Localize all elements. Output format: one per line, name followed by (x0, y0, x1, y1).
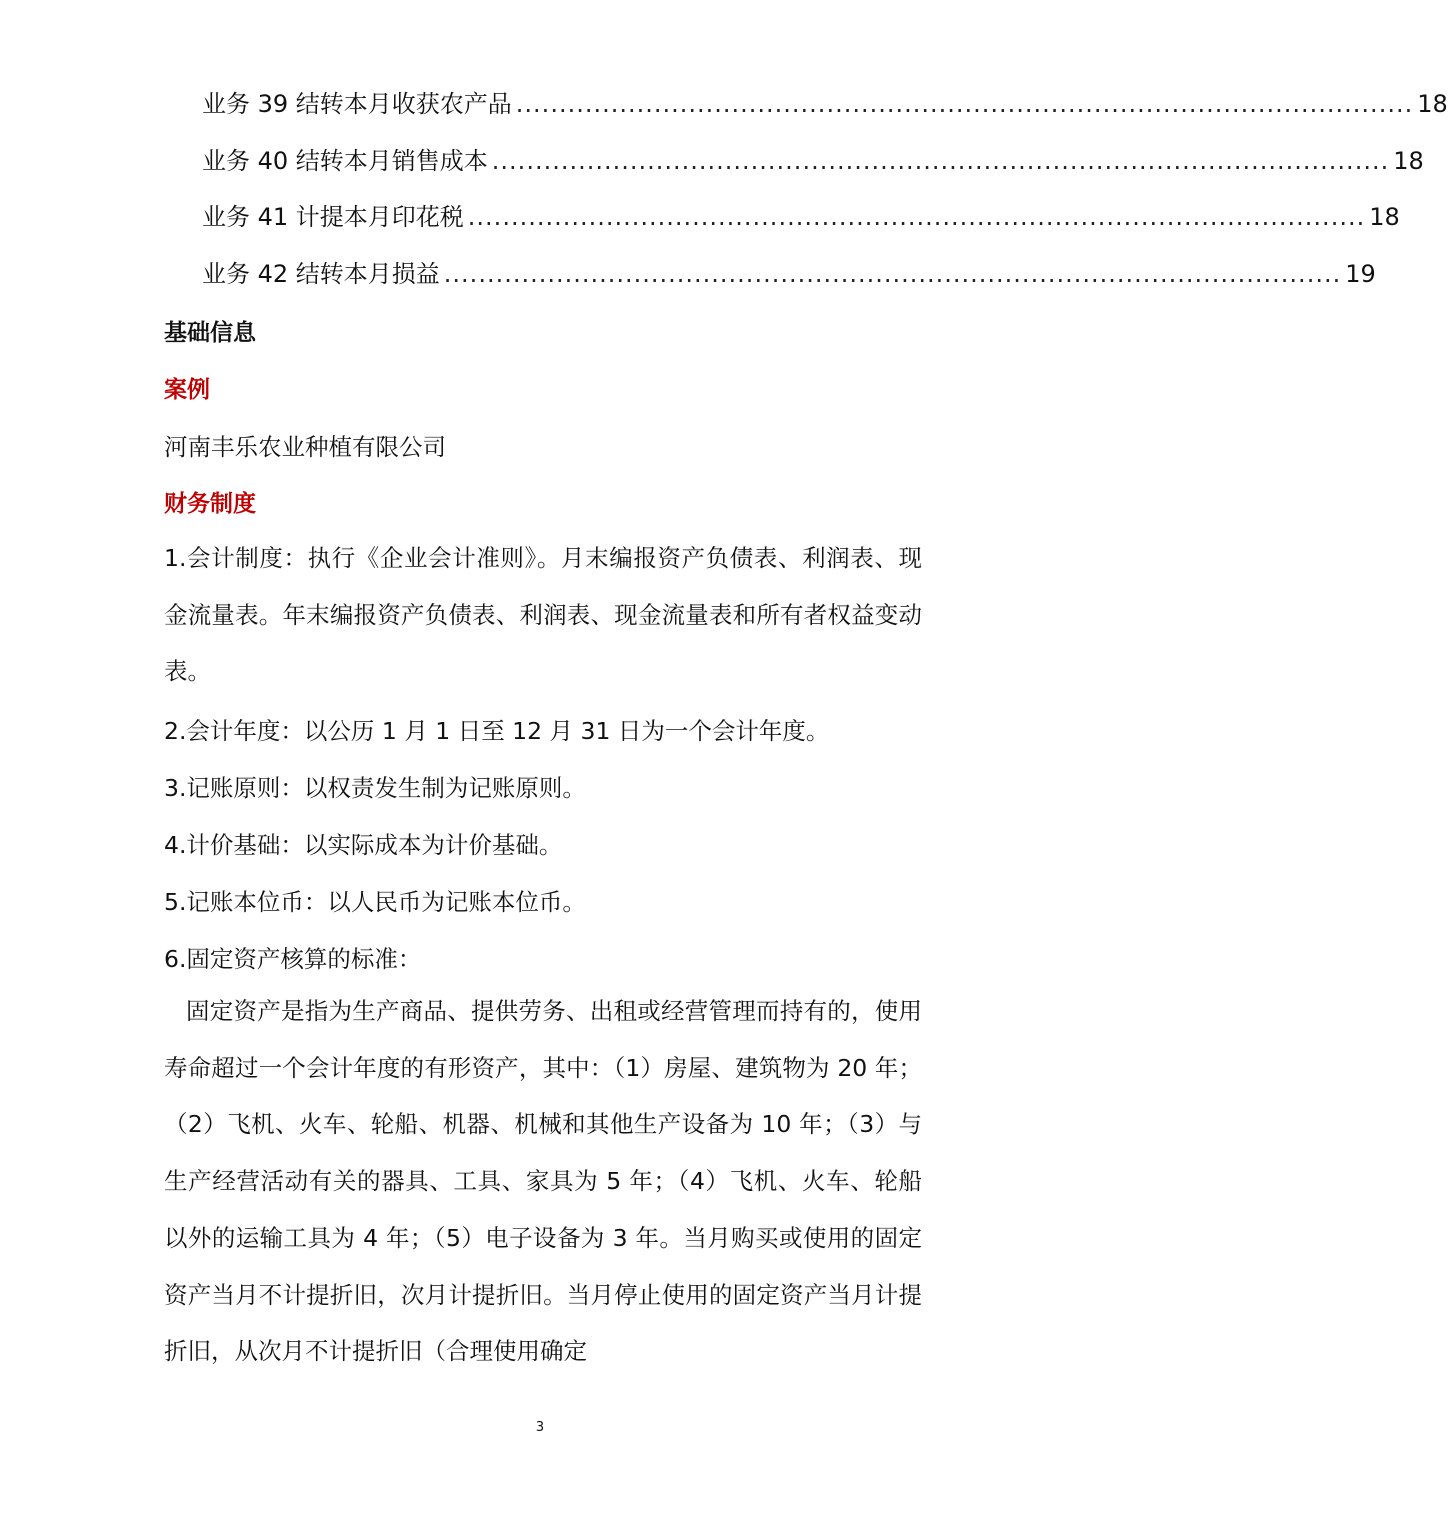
toc-entry[interactable] (202, 139, 1424, 196)
toc-leader-dots: ........................................................................................................ (443, 259, 1342, 288)
toc-leader-dots: ........................................................................................................ (491, 146, 1390, 175)
toc-entry[interactable] (202, 195, 1400, 252)
rule-bookkeeping-principle: 3.记账原则：以权责发生制为记账原则。 (164, 774, 586, 802)
toc-leader-dots: ........................................................................................................ (515, 90, 1414, 118)
toc-entry-label: 业务 41 计提本月印花税 (202, 203, 464, 231)
page-number: 3 (535, 1420, 545, 1435)
case-heading: 案例 (164, 377, 210, 403)
basic-info-heading: 基础信息 (164, 320, 256, 346)
rule-accounting-system: 1.会计制度：执行《企业会计准则》。月末编报资产负债表、利润表、现金流量表。年末编报资产负债表、利润表、现金流量表和所有者权益变动表。 (164, 544, 922, 686)
table-of-contents (202, 82, 1448, 308)
rule-fixed-assets-detail: 固定资产是指为生产商品、提供劳务、出租或经营管理而持有的，使用寿命超过一个会计年度的有形资产，其中：（1）房屋、建筑物为 20 年；（2）飞机、火车、轮船、机器、机械和其他生产设备为 10 年；（3）与生产经营活动有关的器具、工具、家具为 5 年；（4）飞机、火车、轮船以外的运输工具为 4 年；（5）电子设备为 3 年。当月购买或使用的固定资产当月不计提折旧，次月计提折旧。当月停止使用的固定资产当月计提折旧，从次月不计提折旧（合理使用确定 (164, 997, 922, 1366)
rule-fixed-assets-title: 6.固定资产核算的标准： (164, 945, 422, 973)
rule-fiscal-year: 2.会计年度：以公历 1 月 1 日至 12 月 31 日为一个会计年度。 (164, 717, 830, 745)
toc-leader-dots: ........................................................................................................ (467, 203, 1366, 231)
rule-functional-currency: 5.记账本位币：以人民币为记账本位币。 (164, 888, 586, 916)
toc-entry-label: 业务 42 结转本月损益 (202, 259, 440, 288)
finance-system-heading: 财务制度 (164, 491, 256, 517)
company-name: 河南丰乐农业种植有限公司 (164, 433, 446, 461)
rule-valuation-basis: 4.计价基础：以实际成本为计价基础。 (164, 831, 563, 859)
toc-entry-page: 18 (1369, 203, 1400, 231)
toc-entry-label: 业务 40 结转本月销售成本 (202, 146, 488, 175)
toc-entry-label: 业务 39 结转本月收获农产品 (202, 90, 512, 118)
toc-entry-page: 19 (1345, 259, 1376, 288)
toc-entry[interactable] (202, 82, 1448, 139)
toc-entry-page: 18 (1393, 146, 1424, 175)
toc-entry-page: 18 (1417, 90, 1448, 118)
toc-entry[interactable] (202, 252, 1376, 309)
